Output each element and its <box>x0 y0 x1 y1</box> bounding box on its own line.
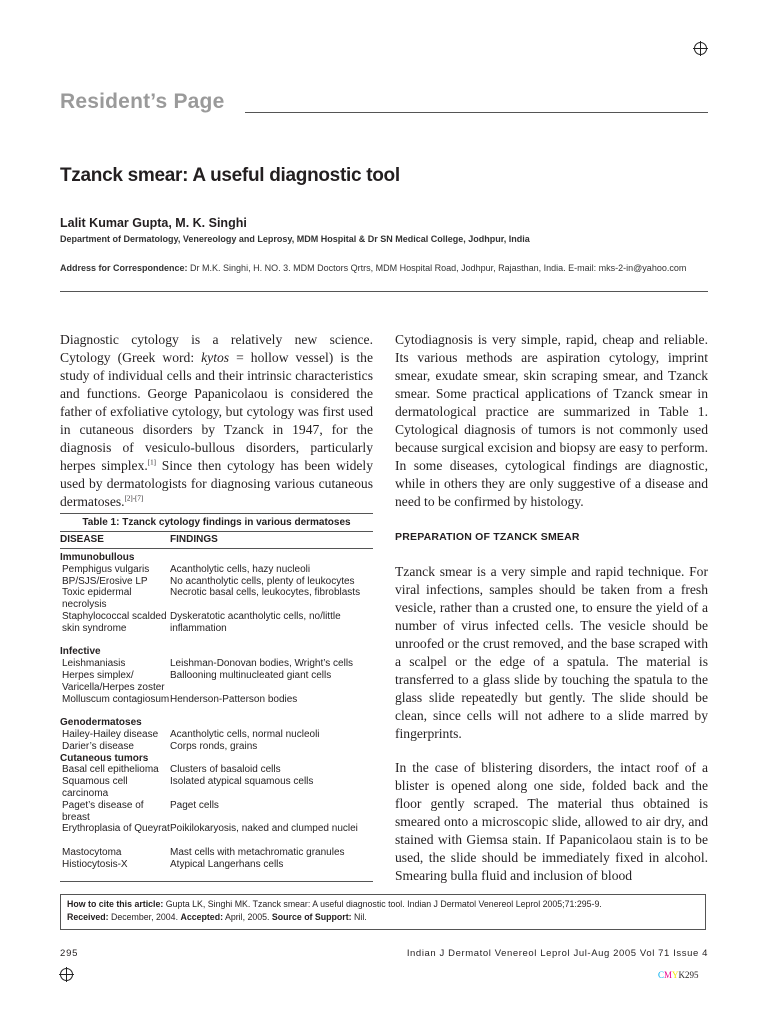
registration-mark-icon <box>694 42 707 55</box>
article-authors: Lalit Kumar Gupta, M. K. Singhi <box>60 216 247 230</box>
printer-color-code <box>658 970 699 980</box>
disease-cell: Herpes simplex/ Varicella/Herpes zoster <box>62 670 165 693</box>
section-rule <box>245 112 708 113</box>
findings-cell: Leishman-Donovan bodies, Wright’s cells <box>170 658 354 670</box>
disease-cell: Basal cell epithelioma <box>62 764 159 776</box>
intro-italic-word: kytos <box>201 350 230 365</box>
intro-text-part: Diagnostic cytology is a relatively new science. Cytology (Greek word: <box>60 332 373 365</box>
findings-cell: Poikilokaryosis, naked and clumped nuclei <box>170 823 358 835</box>
findings-cell: Acantholytic cells, normal nucleoli <box>170 729 320 740</box>
right-paragraph-3: In the case of blistering disorders, the intact roof of a blister is opened along one side, folded back and the floor gently scraped. The material thus obtained is smeared onto a microscopic slide, allowed to air dry, and stained with Giemsa stain. If Papanicolaou stain is to be used, the slide should be immediately fixed in alcohol. Smearing bulla fluid and inclusion of blood <box>395 760 708 883</box>
header-rule <box>60 291 708 292</box>
magenta-letter: M <box>664 970 673 980</box>
findings-cell: Ballooning multinucleated giant cells <box>170 670 332 681</box>
findings-cell: Acantholytic cells, hazy nucleoli <box>170 563 311 575</box>
disease-cell: Leishmaniasis <box>62 658 126 670</box>
disease-cell: Pemphigus vulgaris <box>62 563 150 575</box>
article-title: Tzanck smear: A useful diagnostic tool <box>60 165 400 186</box>
received-date: December, 2004. <box>111 912 179 922</box>
registration-mark-icon <box>60 968 73 981</box>
yellow-letter: Y <box>672 970 679 980</box>
support-value: Nil. <box>354 912 367 922</box>
right-paragraph-2: Tzanck smear is a very simple and rapid technique. For viral infections, samples should be taken from a fresh vesicle, rather than a crusted one, to ensure the yield of a number of virus infected cells. The vesicle should be unroofed or the crust removed, and the base scraped with a scalpel or the edge of a spatula. The material is transferred to a glass slide by touching the spatula to the glass slide repeatedly but gently. The slide should be clean, since cells will not adhere to a slide marred by fingerprints. <box>395 564 708 741</box>
plate-code: K295 <box>678 970 699 980</box>
reference-marker[interactable]: [2]-[7] <box>124 494 144 503</box>
table-header-disease: DISEASE <box>60 534 104 545</box>
disease-cell: Paget’s disease of breast <box>62 799 144 823</box>
table-top-rule <box>60 513 373 514</box>
disease-cell: Mastocytoma <box>62 847 122 858</box>
support-label: Source of Support: <box>271 912 352 922</box>
findings-cell: No acantholytic cells, plenty of leukocytes <box>170 575 355 587</box>
journal-footer: Indian J Dermatol Venereol Leprol Jul-Aug 2005 Vol 71 Issue 4 <box>406 948 708 959</box>
disease-cell: Staphylococcal scalded skin syndrome <box>62 611 167 634</box>
citation-line <box>67 898 705 911</box>
findings-cell: Necrotic basal cells, leukocytes, fibroblasts <box>170 587 361 599</box>
findings-cell: Corps ronds, grains <box>170 740 258 752</box>
citation-label: How to cite this article: <box>67 899 164 909</box>
findings-cell: Paget cells <box>170 799 219 811</box>
findings-cell: Mast cells with metachromatic granules <box>170 847 345 858</box>
findings-cell: Dyskeratotic acantholytic cells, no/little inflammation <box>170 611 341 634</box>
intro-text-part: = hollow vessel) is the study of individual cells and their intrinsic characteristics and functions. George Papanicolaou is considered the father of exfoliative cytology, but cytology was first used in cutaneous disorders by Tzanck in 1947, for the diagnosis of vesiculo-bullous disorders, particularly herpes simplex. <box>60 350 374 473</box>
findings-cell: Atypical Langerhans cells <box>170 858 284 870</box>
disease-cell: Hailey-Hailey disease <box>62 729 159 740</box>
table-caption: Table 1: Tzanck cytology findings in various dermatoses <box>82 517 351 528</box>
findings-cell: Isolated atypical squamous cells <box>170 776 314 788</box>
table-bottom-rule <box>60 881 373 882</box>
table-category-label: Immunobullous <box>60 552 135 563</box>
accepted-label: Accepted: <box>180 912 223 922</box>
accepted-date: April, 2005. <box>224 912 270 922</box>
page-number: 295 <box>60 948 79 959</box>
citation-box <box>60 894 706 930</box>
right-paragraph-1: Cytodiagnosis is very simple, rapid, cheap and reliable. Its various methods are aspiration cytology, imprint smear, exudate smear, skin scraping smear, and Tzanck smear. Some practical applications of Tzanck smear in dermatological practice are summarized in Table 1. Cytological diagnosis of tumors is not commonly used because surgical excision and biopsy are easy to perform. In some diseases, cytological findings are diagnostic, while in others they are only suggestive of a disease and need to be confirmed by histology. <box>395 332 708 509</box>
article-affiliation: Department of Dermatology, Venereology and Leprosy, MDM Hospital & Dr SN Medical College, Jodhpur, India <box>60 234 530 244</box>
findings-cell: Clusters of basaloid cells <box>170 764 281 776</box>
table-caption-rule <box>60 531 373 532</box>
section-title: Resident’s Page <box>60 90 225 113</box>
table-category-label: Genodermatoses <box>60 717 142 729</box>
disease-cell: BP/SJS/Erosive LP <box>62 575 148 587</box>
dates-line <box>67 911 705 924</box>
table-header-rule <box>60 548 373 549</box>
heading-preparation: PREPARATION OF TZANCK SMEAR <box>395 531 580 543</box>
citation-text: Gupta LK, Singhi MK. Tzanck smear: A useful diagnostic tool. Indian J Dermatol Venereol Leprol 2005;71:295-9. <box>165 899 602 909</box>
intro-text-part: Since then cytology has been widely used by dermatologists for diagnosing various cutaneous dermatoses. <box>60 458 373 509</box>
table-category-label: Infective <box>60 646 101 658</box>
disease-cell: Histiocytosis-X <box>62 858 128 870</box>
table-category-label: Cutaneous tumors <box>60 752 149 764</box>
disease-cell: Darier’s disease <box>62 740 134 752</box>
cyan-letter: C <box>658 970 665 980</box>
received-label: Received: <box>67 912 109 922</box>
disease-cell: Toxic epidermal necrolysis <box>62 587 132 611</box>
address-text: Dr M.K. Singhi, H. NO. 3. MDM Doctors Qrtrs, MDM Hospital Road, Jodhpur, Rajasthan, India. E-mail: mks-2-in@yahoo.com <box>190 263 687 273</box>
findings-cell: Henderson-Patterson bodies <box>170 693 298 705</box>
disease-cell: Molluscum contagiosum <box>62 693 170 705</box>
table-header-findings: FINDINGS <box>170 534 218 545</box>
disease-cell: Erythroplasia of Queyrat <box>62 823 170 835</box>
intro-paragraph <box>60 331 373 511</box>
correspondence-address <box>60 262 708 275</box>
findings-table-body <box>60 552 373 880</box>
reference-marker[interactable]: [1] <box>147 458 156 467</box>
address-label: Address for Correspondence: <box>60 263 188 273</box>
disease-cell: Squamous cell carcinoma <box>62 776 128 799</box>
